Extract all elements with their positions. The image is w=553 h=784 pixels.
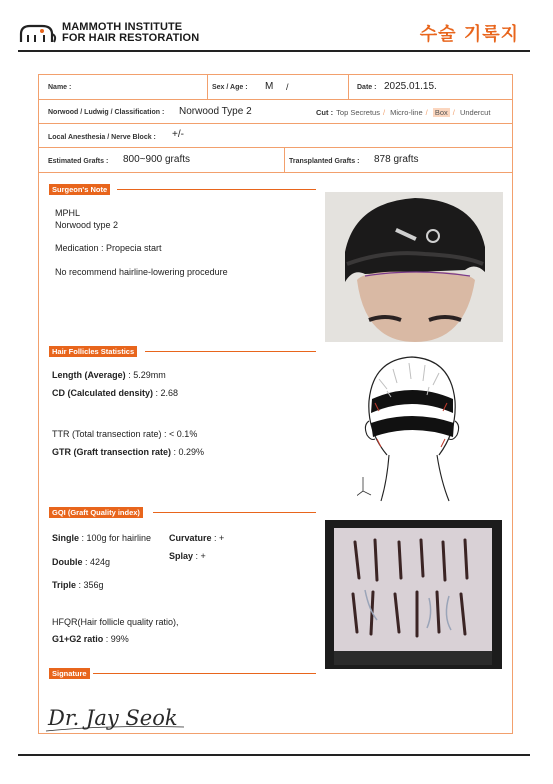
length-average-stat: Length (Average) : 5.29mm xyxy=(52,370,166,380)
cut-option-box[interactable]: Box xyxy=(434,108,448,117)
logo-line-2: FOR HAIR RESTORATION xyxy=(62,32,200,44)
form-row-classification xyxy=(39,100,512,124)
gqi-splay-stat: Splay : + xyxy=(169,551,206,561)
form-row-anesthesia xyxy=(39,124,512,148)
footer-rule xyxy=(18,754,530,756)
signature-text: Dr. Jay Seok xyxy=(48,706,178,730)
cut-option-micro-line[interactable]: Micro-line xyxy=(390,108,423,117)
patient-hairline-photo xyxy=(325,192,503,342)
classification-label: Norwood / Ludwig / Classification : xyxy=(48,109,165,116)
note-line-2: Norwood type 2 xyxy=(55,220,119,230)
surgery-record-sheet: Name : Sex / Age : M / Date : 2025.01.15. Norwood / Ludwig / Classification : Norwood Type 2 Cut : Top Secretus / Micro-line / Box / Undercut Local Anesthesia / Nerve Block : +/- Estimated Grafts : 800~900 grafts Transplanted Grafts : 878 grafts Surgeon's Note MPHL Norwood type 2 Medication : Propecia start No recommend hairline-lowering procedure Hair Follicles Statistics Length (Average) : 5.29mm CD (Calculated density) : 2.68 TTR (Total transection rate) : < 0.1% GTR (Graft transection rate) : 0.29% GQI (Graft Quality index) Single : 100g for hairline Curvature : + Splay : + Double : 424g Triple : 356g HFQR(Hair follicle quality ratio), G1+G2 ratio : 99% Signature Dr. Jay Seok xyxy=(38,74,513,734)
gqi-double-stat: Double : 424g xyxy=(52,557,111,567)
header-rule xyxy=(18,50,530,52)
hfqr-label: HFQR(Hair follicle quality ratio), xyxy=(52,617,179,627)
age-separator: / xyxy=(286,82,289,92)
date-label: Date : xyxy=(357,84,377,91)
donor-area-diagram xyxy=(357,351,467,503)
cut-option-undercut[interactable]: Undercut xyxy=(459,108,491,117)
graft-monitor-photo xyxy=(325,520,502,669)
estimated-grafts-value[interactable]: 800~900 grafts xyxy=(123,154,190,165)
mammoth-logo-icon xyxy=(18,22,58,44)
sex-age-label: Sex / Age : xyxy=(212,84,248,91)
gqi-curvature-stat: Curvature : + xyxy=(169,533,225,543)
sex-value[interactable]: M xyxy=(265,81,274,92)
gqi-single-stat: Single : 100g for hairline xyxy=(52,533,152,543)
gqi-triple-stat: Triple : 356g xyxy=(52,580,104,590)
cut-option-top-secretus[interactable]: Top Secretus xyxy=(336,108,380,117)
note-line-1: MPHL xyxy=(55,208,81,218)
handwritten-signature xyxy=(44,697,194,737)
anesthesia-value[interactable]: +/- xyxy=(172,129,184,140)
calculated-density-stat: CD (Calculated density) : 2.68 xyxy=(52,388,179,398)
form-row-grafts xyxy=(39,148,512,173)
note-line-3: Medication : Propecia start xyxy=(55,243,162,253)
logo-line-1: MAMMOTH INSTITUTE xyxy=(62,21,183,33)
transplanted-grafts-label: Transplanted Grafts : xyxy=(289,158,360,165)
institute-logo xyxy=(18,20,218,46)
g1-g2-ratio-stat: G1+G2 ratio : 99% xyxy=(52,634,129,644)
cut-options: Cut : Top Secretus / Micro-line / Box / Undercut xyxy=(316,108,491,117)
anesthesia-label: Local Anesthesia / Nerve Block : xyxy=(48,134,156,141)
classification-value[interactable]: Norwood Type 2 xyxy=(179,106,252,117)
name-label: Name : xyxy=(48,84,72,91)
graft-transection-rate-stat: GTR (Graft transection rate) : 0.29% xyxy=(52,447,205,457)
document-title: 수술 기록지 xyxy=(419,24,519,45)
note-line-4: No recommend hairline-lowering procedure xyxy=(55,267,228,277)
transplanted-grafts-value[interactable]: 878 grafts xyxy=(374,154,419,165)
date-value[interactable]: 2025.01.15. xyxy=(384,81,437,92)
form-row-name xyxy=(39,75,512,100)
cut-label: Cut : xyxy=(316,108,334,117)
estimated-grafts-label: Estimated Grafts : xyxy=(48,158,109,165)
total-transection-rate-stat: TTR (Total transection rate) : < 0.1% xyxy=(52,429,198,439)
